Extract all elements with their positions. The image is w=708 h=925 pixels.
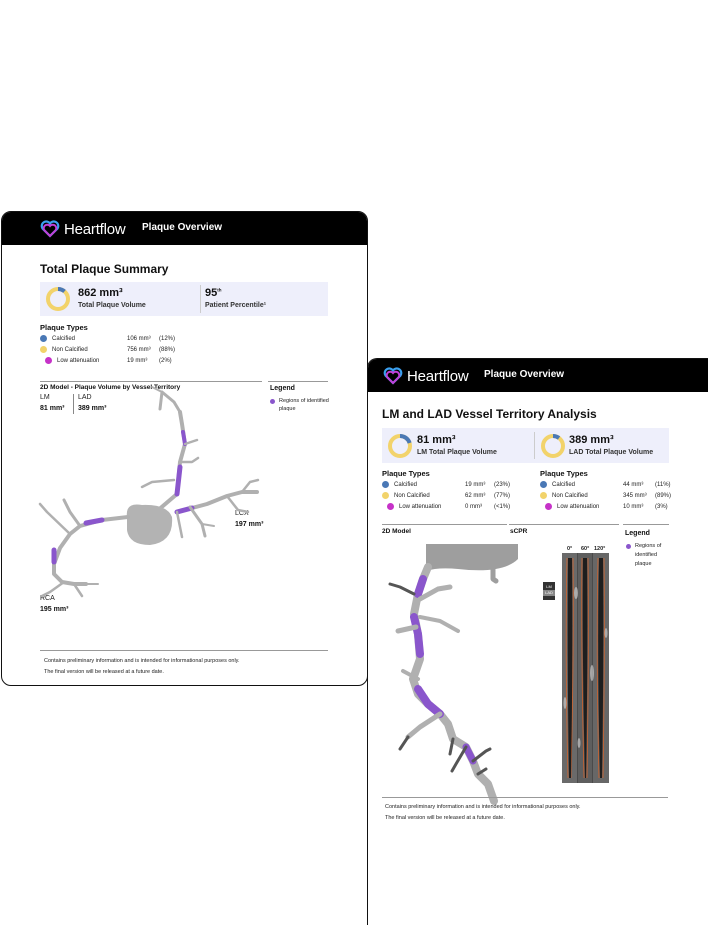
footer-disclaimer: Contains preliminary information and is intended for informational purposes only. The final version will be released at a future date. — [385, 804, 581, 821]
legend-item: Regions of identified plaque — [635, 543, 662, 567]
scpr-rule — [509, 524, 619, 525]
legend-rule — [623, 524, 669, 525]
divider — [534, 432, 535, 459]
rca-label: RCA — [40, 595, 55, 602]
report-page-2 — [367, 358, 708, 925]
lm-calcified: Calcified 19 mm³ (23%) — [382, 481, 510, 488]
legend-title: Legend — [625, 530, 650, 537]
lad-calcified: Calcified 44 mm³ (11%) — [540, 481, 671, 488]
lad-non-calcified: Non Calcified 345 mm³ (89%) — [540, 492, 671, 499]
lm-volume-label: LM Total Plaque Volume — [417, 449, 497, 456]
non-calcified-dot-icon — [382, 492, 389, 499]
lm-value: 81 mm³ — [40, 405, 65, 412]
plaque-region-dot-icon — [626, 544, 631, 549]
lad-label: LAD — [78, 394, 92, 401]
lcx-label: LCX — [235, 510, 249, 517]
lad-vessel-diagram — [378, 539, 518, 799]
brand-name: Heartflow — [64, 220, 126, 238]
low-attenuation-dot-icon — [545, 503, 552, 510]
vessel-tag: LM LAD — [543, 582, 555, 600]
page-title: LM and LAD Vessel Territory Analysis — [382, 407, 597, 421]
patient-percentile-label: Patient Percentile¹ — [205, 302, 267, 309]
report-page-1 — [1, 211, 368, 686]
page-header — [368, 359, 708, 392]
calcified-dot-icon — [382, 481, 389, 488]
page-title: Total Plaque Summary — [40, 262, 169, 276]
lad-donut-icon — [540, 433, 566, 459]
total-volume-label: Total Plaque Volume — [78, 302, 146, 309]
angle-60: 60° — [581, 546, 590, 552]
non-calcified-dot-icon — [540, 492, 547, 499]
model-rule — [382, 524, 507, 525]
lcx-value: 197 mm³ — [235, 521, 264, 528]
plaque-type-calcified: Calcified 106 mm³ (12%) — [40, 335, 175, 342]
lad-plaque-types-title: Plaque Types — [540, 469, 588, 478]
lad-value: 389 mm³ — [78, 405, 107, 412]
model-title: 2D Model — [382, 528, 411, 535]
patient-percentile: 95th — [205, 287, 222, 299]
angle-0: 0° — [567, 546, 573, 552]
plaque-types-title: Plaque Types — [40, 323, 88, 332]
summary-panel — [382, 428, 669, 463]
footer-disclaimer: Contains preliminary information and is intended for informational purposes only. The final version will be released at a future date. — [44, 658, 240, 675]
coronary-tree-diagram — [2, 212, 367, 685]
calcified-dot-icon — [540, 481, 547, 488]
rca-value: 195 mm³ — [40, 606, 69, 613]
heart-logo-icon — [383, 367, 403, 385]
lm-plaque-types-title: Plaque Types — [382, 469, 430, 478]
lad-volume: 389 mm³ — [569, 434, 614, 446]
model-title: 2D Model - Plaque Volume by Vessel Territory — [40, 384, 181, 391]
lad-low-attenuation: Low attenuation 10 mm³ (3%) — [545, 503, 668, 510]
lm-non-calcified: Non Calcified 62 mm³ (77%) — [382, 492, 510, 499]
low-attenuation-dot-icon — [387, 503, 394, 510]
heartflow-logo — [383, 366, 469, 386]
lm-label: LM — [40, 394, 50, 401]
scpr-image — [562, 553, 609, 783]
footer-rule — [40, 650, 328, 651]
lad-volume-label: LAD Total Plaque Volume — [569, 449, 654, 456]
header-title: Plaque Overview — [484, 369, 565, 380]
scpr-title: sCPR — [510, 528, 528, 535]
brand-name: Heartflow — [407, 367, 469, 385]
header-title: Plaque Overview — [142, 222, 223, 233]
legend-item: Regions of identified plaque — [279, 398, 329, 412]
angle-120: 120° — [594, 546, 606, 552]
lm-volume: 81 mm³ — [417, 434, 456, 446]
total-volume: 862 mm³ — [78, 287, 123, 299]
legend-title: Legend — [270, 385, 295, 392]
lm-donut-icon — [387, 433, 413, 459]
footer-rule — [382, 797, 668, 798]
plaque-type-non-calcified: Non Calcified 756 mm³ (88%) — [40, 346, 175, 353]
lm-low-attenuation: Low attenuation 0 mm³ (<1%) — [387, 503, 510, 510]
plaque-type-low-attenuation: Low attenuation 19 mm³ (2%) — [45, 357, 172, 364]
